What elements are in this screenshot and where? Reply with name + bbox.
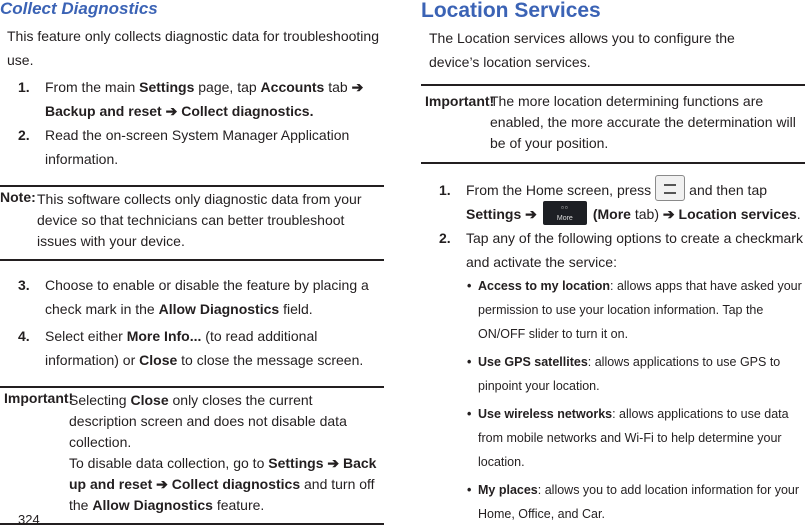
step-number: 4.	[18, 328, 30, 344]
text-run: feature.	[212, 497, 265, 513]
bullet-icon: •	[467, 407, 472, 421]
step-text: tab)	[634, 206, 659, 222]
option-description: : allows applications to use data from mobile networks and Wi-Fi to help determine your location.	[478, 407, 789, 469]
bold-term: Close	[130, 392, 169, 408]
note-block	[0, 187, 384, 252]
bold-term: Settings ➔ Back up and reset ➔ Collect diagnostics	[69, 455, 377, 492]
steps-list-b	[0, 273, 384, 372]
page-number: 324	[18, 512, 40, 527]
step-number: 2.	[18, 127, 30, 143]
important-label: Important!	[4, 390, 74, 406]
step-number: 2.	[439, 230, 451, 246]
list-item	[421, 350, 805, 398]
option-description: : allows apps that have asked your permission to use your location information. Tap the ON/OFF slider to turn it on.	[478, 279, 802, 341]
step-item	[0, 123, 384, 171]
note-label: Note:	[0, 189, 36, 205]
bold-term: Accounts	[260, 79, 325, 95]
important-block	[0, 388, 384, 516]
text-run: tab	[324, 79, 352, 95]
more-key-icon: ▫▫ More	[543, 201, 587, 225]
bullet-icon: •	[467, 279, 472, 293]
text-run: Choose to enable or disable the feature by placing a check mark in the	[45, 277, 369, 317]
step-number: 1.	[18, 79, 30, 95]
option-title: My places	[478, 483, 538, 497]
list-item	[421, 274, 805, 346]
more-tab-label: (More	[592, 206, 631, 222]
text-run: Read the on-screen System Manager Application information.	[45, 127, 350, 167]
note-text: This software collects only diagnostic data from your device so that technicians can better troubleshoot issues with your device.	[37, 191, 362, 249]
text-run: and turn off the	[69, 476, 375, 513]
menu-key-icon	[655, 175, 685, 201]
step-number: 3.	[18, 277, 30, 293]
location-services-label: ➔ Location services	[662, 206, 797, 222]
location-services-intro: The Location services allows you to configure the device’s location services.	[429, 30, 735, 70]
bold-term: Close	[139, 352, 178, 368]
step-item	[0, 273, 384, 321]
bold-term: Allow Diagnostics	[92, 497, 213, 513]
step-number: 1.	[439, 182, 451, 198]
step-text: Tap any of the following options to create a checkmark and activate the service:	[466, 230, 803, 270]
text-run: From the main	[45, 79, 140, 95]
step-item	[0, 75, 384, 123]
step-text: .	[796, 206, 801, 222]
text-run: To disable data collection, go to	[69, 455, 269, 471]
location-services-heading: Location Services	[421, 0, 601, 22]
option-description: : allows you to add location information for your Home, Office, and Car.	[478, 483, 800, 521]
important-bottom-rule	[0, 523, 384, 525]
list-item	[421, 478, 805, 526]
option-description: : allows applications to use GPS to pinpoint your location.	[478, 355, 781, 393]
text-run: Selecting	[69, 392, 131, 408]
important-text-right: The more location determining functions are enabled, the more accurate the determination will be of your position.	[490, 93, 796, 151]
step-text: and then tap	[689, 182, 768, 198]
bold-term: Settings	[139, 79, 195, 95]
location-step-2	[421, 226, 805, 274]
bold-term: More Info...	[126, 328, 202, 344]
important-block-right	[421, 86, 805, 154]
important-text	[69, 390, 380, 453]
important-text-2	[69, 453, 380, 516]
settings-label: Settings ➔	[466, 206, 537, 222]
collect-diagnostics-heading: Collect Diagnostics	[0, 0, 158, 18]
text-run: field.	[279, 301, 313, 317]
location-options-list	[421, 274, 805, 526]
option-title: Access to my location	[478, 279, 610, 293]
right-column	[421, 0, 805, 526]
bold-term: Allow Diagnostics	[158, 301, 280, 317]
left-column	[0, 0, 384, 525]
text-run: (to read additional information) or	[45, 328, 318, 368]
collect-diagnostics-intro: This feature only collects diagnostic data for troubleshooting use.	[7, 28, 379, 68]
option-title: Use GPS satellites	[478, 355, 588, 369]
step-item	[0, 324, 384, 372]
steps-list-a	[0, 75, 384, 171]
important-bottom-rule-right	[421, 162, 805, 164]
important-label-right: Important!	[425, 93, 495, 109]
bullet-icon: •	[467, 355, 472, 369]
text-run: to close the message screen.	[177, 352, 364, 368]
text-run: only closes the current description screen and does not disable data collection.	[69, 392, 347, 450]
bold-term: ➔ Backup and reset ➔ Collect diagnostics.	[45, 79, 364, 119]
more-icon-label: More	[556, 215, 573, 223]
step-text: From the Home screen, press	[466, 182, 652, 198]
location-step-1	[421, 178, 805, 226]
text-run: page, tap	[194, 79, 261, 95]
note-bottom-rule	[0, 259, 384, 261]
bullet-icon: •	[467, 483, 472, 497]
list-item	[421, 402, 805, 474]
text-run: Select either	[45, 328, 127, 344]
option-title: Use wireless networks	[478, 407, 613, 421]
